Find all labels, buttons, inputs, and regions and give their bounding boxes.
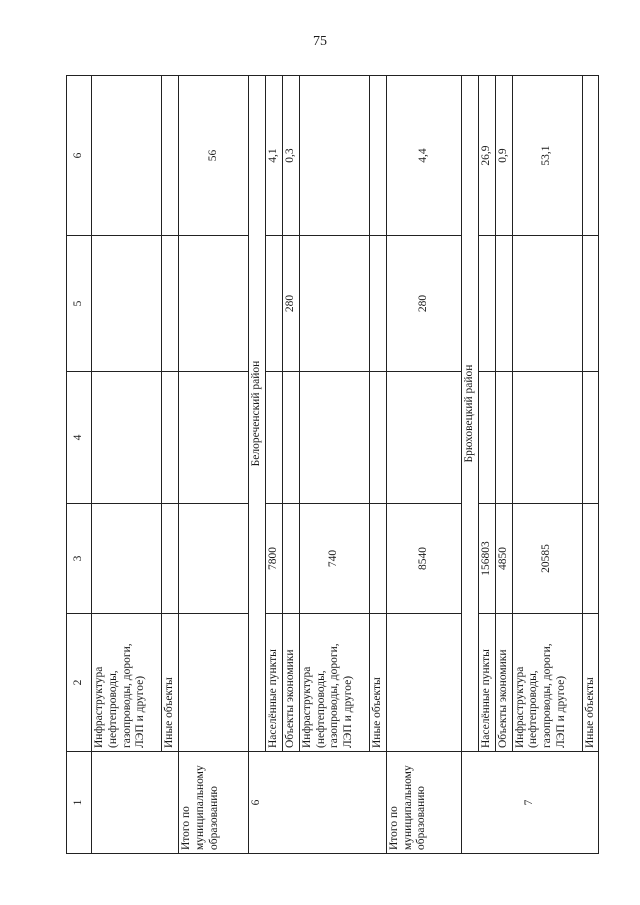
- table-container: [66, 76, 596, 854]
- value-cell: 740: [299, 504, 369, 614]
- value-cell: 4850: [495, 504, 512, 614]
- value-cell: 4,1: [265, 76, 282, 236]
- header-cell: 4: [67, 372, 92, 504]
- value-cell: 0,9: [495, 76, 512, 236]
- header-cell: 2: [67, 614, 92, 752]
- rotated-table: [66, 76, 596, 854]
- district-row: [249, 76, 266, 854]
- value-cell: 7800: [265, 504, 282, 614]
- object-type-cell: Инфраструктура (нефтепроводы, газопроводы, дороги, ЛЭП и другое): [512, 614, 582, 752]
- object-type-cell: Инфраструктура (нефтепроводы, газопроводы, дороги, ЛЭП и другое): [92, 614, 162, 752]
- object-type-cell: Населённые пункты: [478, 614, 495, 752]
- header-cell: 6: [67, 76, 92, 236]
- object-type-cell: Инфраструктура (нефтепроводы, газопроводы, дороги, ЛЭП и другое): [299, 614, 369, 752]
- table-row-total: [386, 76, 461, 854]
- table-row: [162, 76, 179, 854]
- value-cell: 0,3: [282, 76, 299, 236]
- district-name-cell: Брюховецкий район: [461, 76, 478, 752]
- table-row: [478, 76, 495, 854]
- value-cell: 56: [179, 76, 249, 236]
- header-cell: 1: [67, 752, 92, 854]
- table-row: [92, 76, 162, 854]
- district-number-cell: 6: [249, 752, 387, 854]
- object-type-cell: Объекты экономики: [495, 614, 512, 752]
- value-cell: 280: [282, 236, 299, 372]
- table-header-row: [67, 76, 92, 854]
- number-cell: [92, 752, 179, 854]
- value-cell: 53,1: [512, 76, 582, 236]
- page-number: 75: [313, 34, 327, 49]
- value-cell: 156803: [478, 504, 495, 614]
- table-row: [582, 76, 599, 854]
- header-cell: 3: [67, 504, 92, 614]
- table-row: [512, 76, 582, 854]
- object-type-cell: Объекты экономики: [282, 614, 299, 752]
- total-label-cell: Итого по муниципальному образованию: [386, 752, 461, 854]
- table-row: [265, 76, 282, 854]
- object-type-cell: Иные объекты: [582, 614, 599, 752]
- area-table: [66, 75, 599, 854]
- value-cell: 280: [386, 236, 461, 372]
- table-row-total: [179, 76, 249, 854]
- district-name-cell: Белореченский район: [249, 76, 266, 752]
- table-row: [299, 76, 369, 854]
- total-label-cell: Итого по муниципальному образованию: [179, 752, 249, 854]
- object-type-cell: Иные объекты: [162, 614, 179, 752]
- object-type-cell: Иные объекты: [369, 614, 386, 752]
- header-cell: 5: [67, 236, 92, 372]
- value-cell: 4,4: [386, 76, 461, 236]
- object-type-cell: Населённые пункты: [265, 614, 282, 752]
- table-row: [495, 76, 512, 854]
- table-row: [282, 76, 299, 854]
- value-cell: 8540: [386, 504, 461, 614]
- district-number-cell: 7: [461, 752, 599, 854]
- district-row: [461, 76, 478, 854]
- value-cell: 26,9: [478, 76, 495, 236]
- value-cell: 20585: [512, 504, 582, 614]
- table-row: [369, 76, 386, 854]
